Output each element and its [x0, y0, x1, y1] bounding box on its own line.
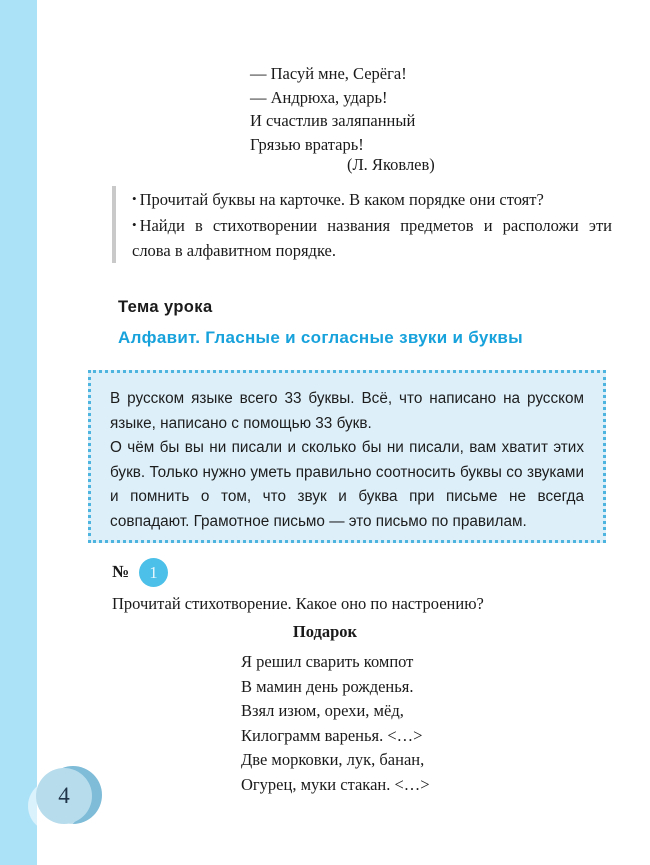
top-poem-line: — Пасуй мне, Серёга!	[250, 64, 407, 83]
task-item	[132, 212, 612, 263]
rule-paragraph: О чём бы вы ни писали и сколько бы ни писали, вам хватит этих букв. Только нужно уметь правильно соотносить буквы со звуками и помнить о том, что звук и буква при письме не всегда совпадают. Грамотное письмо — это письмо по правилам.	[110, 439, 589, 530]
task-item-text: Найди в стихотворении названия предметов и расположи эти слова в алфавитном порядке.	[132, 216, 612, 260]
rule-paragraph: В русском языке всего 33 буквы. Всё, что написано на русском языке, написано с помощью 33 букв.	[110, 390, 589, 432]
task-list	[112, 186, 612, 263]
exercise-poem-line: В мамин день рожденья.	[241, 676, 414, 696]
exercise-poem-line: Две морковки, лук, банан,	[241, 750, 425, 769]
top-poem-line: — Андрюха, ударь!	[250, 87, 388, 107]
exercise-instruction: Прочитай стихотворение. Какое оно по настроению?	[112, 594, 484, 613]
task-item-text: Прочитай буквы на карточке. В каком порядке они стоят?	[139, 190, 544, 209]
exercise-poem-line: Взял изюм, орехи, мёд,	[241, 701, 404, 720]
rule-info-box	[88, 370, 606, 543]
exercise-number-value: 1	[149, 563, 158, 582]
exercise-number-symbol: №	[112, 562, 130, 581]
exercise-poem	[241, 650, 430, 797]
exercise-poem-line: Килограмм варенья. <…>	[241, 725, 423, 745]
page-number-value: 4	[58, 783, 70, 808]
page-number-disc	[36, 768, 92, 824]
page-number-decoration	[28, 762, 118, 852]
top-poem-line: И счастлив заляпанный	[250, 111, 416, 130]
bullet-icon: •	[132, 191, 137, 206]
exercise-poem-line: Огурец, муки стакан. <…>	[241, 774, 430, 794]
task-item	[132, 186, 612, 212]
exercise-poem-title: Подарок	[292, 622, 358, 641]
top-poem	[250, 62, 415, 156]
lesson-topic-label: Тема урока	[118, 298, 213, 316]
top-poem-line: Грязью вратарь!	[250, 134, 364, 154]
top-poem-attribution: (Л. Яковлев)	[347, 155, 435, 174]
exercise-number-badge	[139, 558, 168, 587]
exercise-poem-line: Я решил сварить компот	[241, 652, 414, 671]
bullet-icon: •	[132, 217, 137, 232]
lesson-topic-title: Алфавит. Гласные и согласные звуки и буквы	[118, 328, 523, 347]
